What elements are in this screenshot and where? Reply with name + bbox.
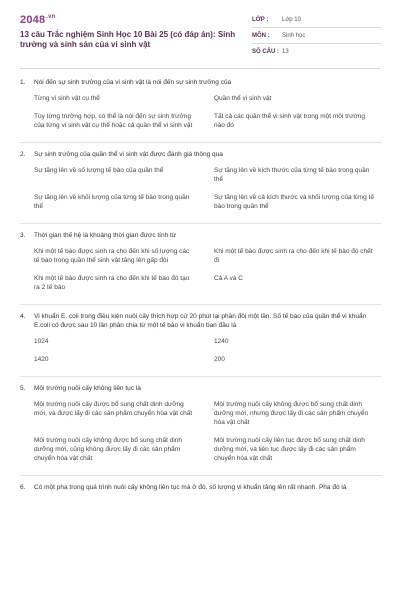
site-logo[interactable] [20, 14, 56, 26]
answer-options [34, 166, 382, 220]
question-text: Nói đến sự sinh trưởng của vi sinh vật là nói đến sự sinh trưởng của [34, 79, 232, 86]
question-line [20, 483, 382, 492]
meta-table [252, 12, 382, 59]
meta-row-subject [252, 28, 382, 44]
answer-option[interactable]: Môi trường nuôi cấy liên tục được bổ sung chất dinh dưỡng mới, và liên tục được lấy đi các sản phẩm chuyển hóa vật chất [214, 437, 365, 462]
question [20, 312, 382, 377]
meta-label: SỐ CÂU : [252, 48, 279, 55]
answer-option[interactable]: Cả A và C [214, 275, 243, 282]
question-number: 1. [20, 79, 26, 86]
question-divider [20, 223, 382, 224]
question-divider [20, 142, 382, 143]
question-divider [20, 376, 382, 377]
logo-text: 2048 [20, 14, 46, 26]
answer-options [34, 337, 382, 373]
question-number: 4. [20, 313, 26, 320]
question-line [20, 150, 382, 159]
question-number: 3. [20, 232, 26, 239]
answer-option[interactable]: Sự tăng lên về cả kích thước và khối lượng của từng tế bào trong quần thể [214, 194, 374, 210]
answer-option[interactable]: Sự tăng lên về số lượng tế bào của quần thể [34, 167, 164, 174]
answer-option[interactable]: 1240 [214, 338, 229, 345]
meta-label: LỚP : [252, 16, 269, 23]
question-list [20, 78, 382, 492]
answer-option[interactable]: Môi trường nuôi cấy không được bổ sung chất dinh dưỡng mới, cũng không được lấy đi các sản phẩm chuyển hóa vật chất [34, 437, 183, 462]
question-text: Thời gian thế hệ là khoảng thời gian được tính từ [34, 232, 177, 239]
question-text: Môi trường nuôi cấy không liên tục là [34, 385, 141, 392]
question-text: Sự sinh trưởng của quần thể vi sinh vật được đánh giá thông qua [34, 151, 223, 158]
answer-option[interactable]: Từng vi sinh vật cụ thể [34, 95, 100, 102]
question [20, 483, 382, 492]
answer-option[interactable]: Môi trường nuôi cấy được bổ sung chất dinh dưỡng mới, và được lấy đi các sản phẩm chuyển hóa vật chất [34, 401, 193, 417]
answer-options [34, 94, 382, 139]
answer-option[interactable]: Khi một tế bào được sinh ra cho đến khi tế bào đó tạo ra 2 tế bào [34, 275, 190, 291]
question-divider [20, 304, 382, 305]
question-line [20, 231, 382, 240]
question [20, 150, 382, 224]
answer-option[interactable]: 1024 [34, 338, 49, 345]
meta-label: MÔN : [252, 32, 270, 39]
question [20, 231, 382, 305]
answer-options [34, 400, 382, 472]
answer-option[interactable]: Tất cả các quần thể vi sinh vật trong một môi trường nào đó [214, 113, 365, 129]
question-divider [20, 475, 382, 476]
question-number: 2. [20, 151, 26, 158]
answer-option[interactable]: Khi một tế bào được sinh ra cho đến khi tế bào đó chết đi [214, 248, 373, 264]
answer-option[interactable]: Sự tăng lên về kích thước của từng tế bào trong quần thể [214, 167, 370, 183]
answer-option[interactable]: Sự tăng lên về khối lượng của từng tế bào trong quần thể [34, 194, 190, 210]
meta-value: 13 [282, 48, 289, 55]
meta-value: Lớp 10 [282, 16, 301, 23]
meta-row-class [252, 12, 382, 28]
question-text: Có một pha trong quá trình nuôi cấy không liên tục mà ở đó, số lượng vi khuẩn tăng lên rất nhanh. Pha đó là [34, 484, 347, 491]
question-text: Vi khuẩn E. coli trong điều kiện nuôi cấy thích hợp cứ 20 phút lại phân đôi một lần. Số tế bào của quần thể vi khuẩn E.coli có được sau 10 lần phân chia từ một tế bào vi khuẩn ban đầu là [34, 313, 367, 329]
meta-row-count [252, 44, 382, 59]
answer-option[interactable]: Tùy từng trường hợp, có thể là nói đến sự sinh trưởng của từng vi sinh vật cụ thể hoặc cả quần thể vi sinh vật [34, 113, 193, 129]
question-number: 5. [20, 385, 26, 392]
answer-options [34, 247, 382, 301]
answer-option[interactable]: 200 [214, 356, 225, 363]
question [20, 78, 382, 143]
question [20, 384, 382, 476]
logo-suffix: .vn [46, 14, 56, 20]
header-divider [20, 68, 380, 69]
answer-option[interactable]: Quần thể vi sinh vật [214, 95, 272, 102]
answer-option[interactable]: 1420 [34, 356, 49, 363]
question-line [20, 384, 382, 393]
question-line [20, 78, 382, 87]
page-header [0, 0, 400, 68]
answer-option[interactable]: Môi trường nuôi cấy không được bổ sung chất dinh dưỡng mới, nhưng được lấy đi các sản phẩm chuyển hóa vật chất [214, 401, 369, 426]
answer-option[interactable]: Khi một tế bào được sinh ra cho đến khi số lượng các tế bào trong quần thể sinh vật tăng lên gấp đôi [34, 248, 190, 264]
question-number: 6. [20, 484, 26, 491]
meta-value: Sinh học [282, 32, 306, 39]
page-title: 13 câu Trắc nghiệm Sinh Học 10 Bài 25 (có đáp án): Sinh trưởng và sinh sản của vi sinh vật [20, 30, 236, 49]
question-line [20, 312, 382, 330]
